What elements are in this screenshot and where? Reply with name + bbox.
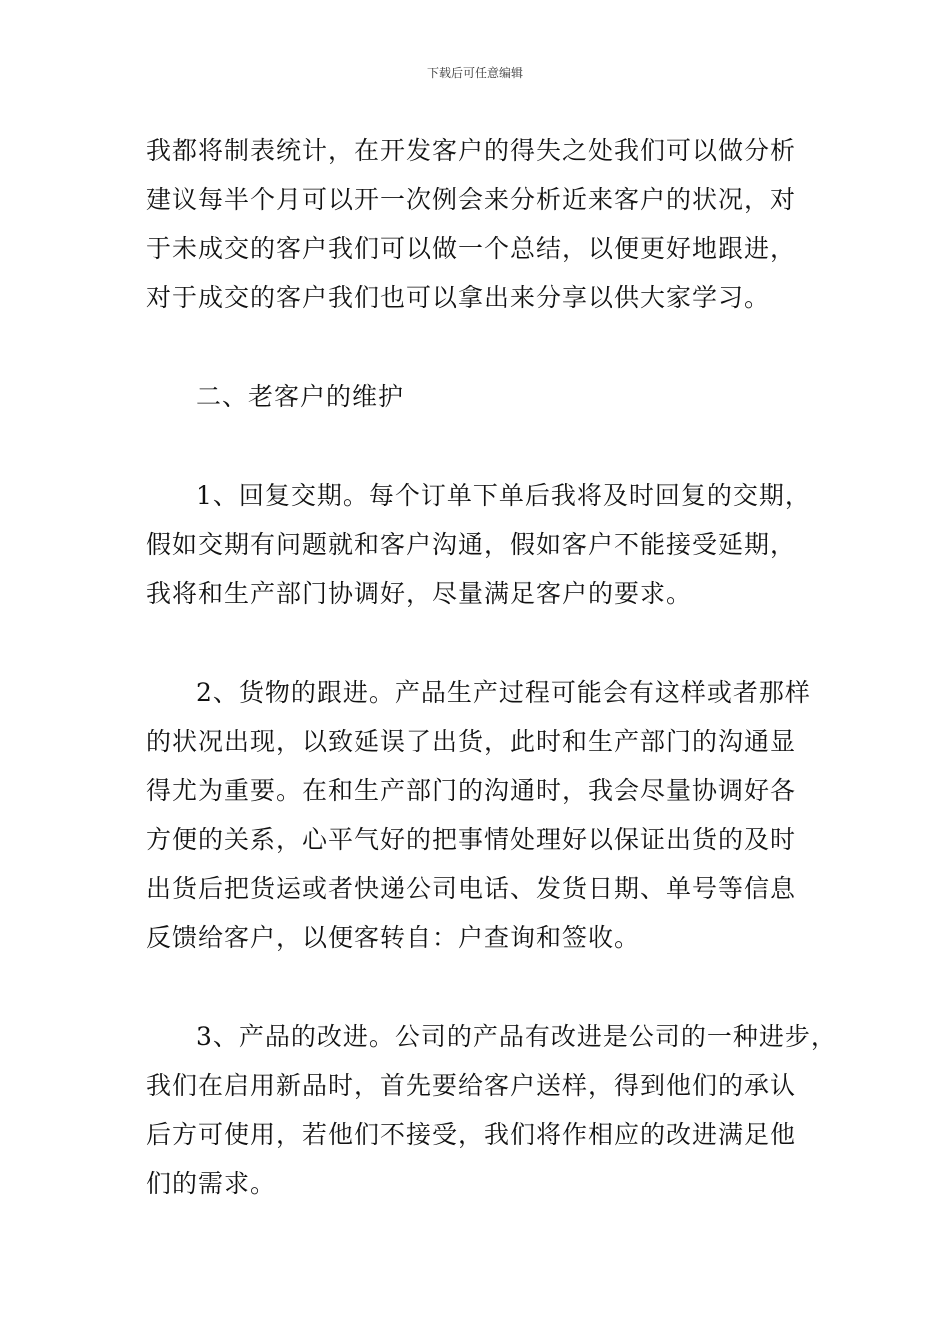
- paragraph-line: 建议每半个月可以开一次例会来分析近来客户的状况，对: [146, 185, 797, 214]
- paragraph-line: 们的需求。: [146, 1169, 277, 1198]
- header-note: 下载后可任意编辑: [426, 66, 523, 80]
- paragraph-product-improvement: [146, 1012, 837, 1208]
- paragraph-line: 我们在启用新品时，首先要给客户送样，得到他们的承认: [146, 1071, 797, 1100]
- paragraph-line: 3、产品的改进。公司的产品有改进是公司的一种进步，: [196, 1022, 837, 1051]
- paragraph-line: 假如交期有问题就和客户沟通，假如客户不能接受延期，: [146, 530, 797, 559]
- document-body: [146, 126, 837, 1208]
- paragraph-line: 于未成交的客户我们可以做一个总结，以便更好地跟进，: [146, 234, 797, 263]
- paragraph-line: 我将和生产部门协调好，尽量满足客户的要求。: [146, 579, 693, 608]
- paragraph-line: 的状况出现，以致延误了出货，此时和生产部门的沟通显: [146, 727, 797, 756]
- paragraph-line: 我都将制表统计，在开发客户的得失之处我们可以做分析: [146, 136, 797, 165]
- paragraph-line: 对于成交的客户我们也可以拿出来分享以供大家学习。: [146, 283, 771, 312]
- paragraph-line: 得尤为重要。在和生产部门的沟通时，我会尽量协调好各: [146, 776, 797, 805]
- paragraph-line: 方便的关系，心平气好的把事情处理好以保证出货的及时: [146, 825, 797, 854]
- paragraph-goods-follow-up: [146, 668, 816, 962]
- paragraph-line: 反馈给客户，以便客转自：户查询和签收。: [146, 923, 641, 952]
- paragraph-line: 出货后把货运或者快递公司电话、发货日期、单号等信息: [146, 874, 797, 903]
- paragraph-analysis: [146, 126, 816, 322]
- paragraph-line: 后方可使用，若他们不接受，我们将作相应的改进满足他: [146, 1120, 797, 1149]
- paragraph-delivery-reply: [146, 471, 816, 618]
- paragraph-line: 2、货物的跟进。产品生产过程可能会有这样或者那样: [196, 678, 811, 707]
- section-heading-text: 二、老客户的维护: [196, 382, 405, 411]
- section-heading: [146, 372, 816, 421]
- paragraph-line: 1、回复交期。每个订单下单后我将及时回复的交期，: [196, 481, 811, 510]
